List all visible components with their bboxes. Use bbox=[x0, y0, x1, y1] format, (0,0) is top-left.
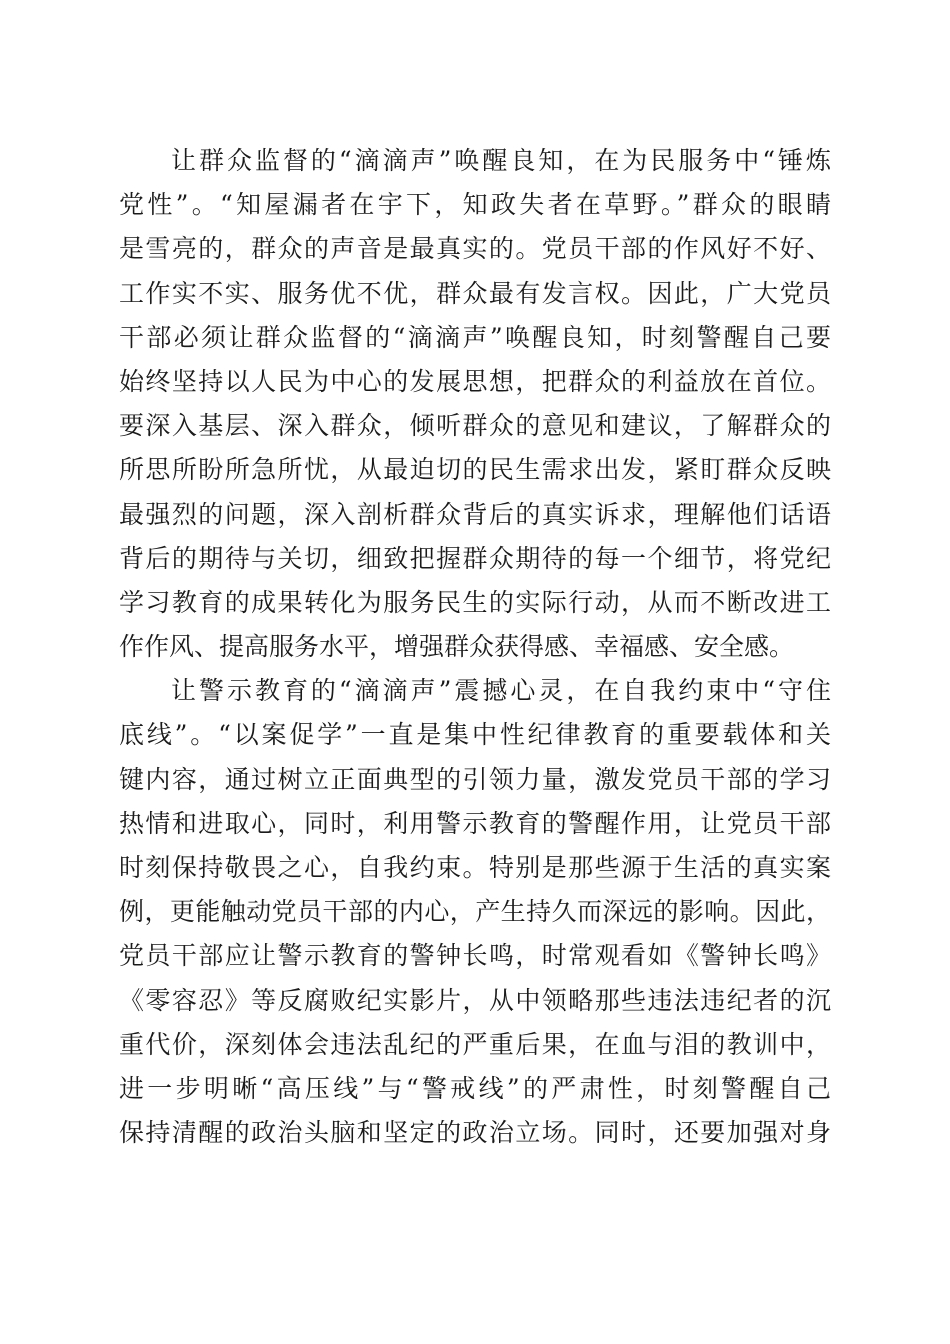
paragraph-1-line-2: 党性”。“知屋漏者在宇下，知政失者在草野。”群众的眼睛 bbox=[119, 190, 831, 220]
document-body bbox=[119, 139, 831, 1155]
paragraph-1-line-5: 干部必须让群众监督的“滴滴声”唤醒良知，时刻警醒自己要 bbox=[119, 322, 831, 352]
paragraph-1-line-12: 作作风、提高服务水平，增强群众获得感、幸福感、安全感。 bbox=[119, 632, 795, 662]
paragraph-1-line-4: 工作实不实、服务优不优，群众最有发言权。因此，广大党员 bbox=[119, 278, 831, 308]
paragraph-2-line-5: 时刻保持敬畏之心，自我约束。特别是那些源于生活的真实案 bbox=[119, 853, 831, 882]
paragraph-2-line-3: 键内容，通过树立正面典型的引领力量，激发党员干部的学习 bbox=[119, 764, 831, 794]
paragraph-2-line-9: 重代价，深刻体会违法乱纪的严重后果，在血与泪的教训中， bbox=[119, 1029, 831, 1059]
paragraph-2-line-2: 底线”。“以案促学”一直是集中性纪律教育的重要载体和关 bbox=[119, 720, 831, 750]
paragraph-1-line-3: 是雪亮的，群众的声音是最真实的。党员干部的作风好不好、 bbox=[119, 234, 831, 264]
paragraph-2-line-6: 例，更能触动党员干部的内心，产生持久而深远的影响。因此， bbox=[119, 897, 831, 927]
paragraph-1-line-9: 最强烈的问题，深入剖析群众背后的真实诉求，理解他们话语 bbox=[119, 499, 831, 529]
paragraph-1-line-10: 背后的期待与关切，细致把握群众期待的每一个细节，将党纪 bbox=[119, 543, 831, 573]
paragraph-2-line-7: 党员干部应让警示教育的警钟长鸣，时常观看如《警钟长鸣》 bbox=[119, 941, 831, 971]
paragraph-1-line-8: 所思所盼所急所忧，从最迫切的民生需求出发，紧盯群众反映 bbox=[119, 455, 831, 485]
paragraph-1-line-1: 让群众监督的“滴滴声”唤醒良知，在为民服务中“锤炼 bbox=[171, 146, 831, 175]
paragraph-1-line-7: 要深入基层、深入群众，倾听群众的意见和建议，了解群众的 bbox=[119, 411, 831, 441]
paragraph-2-line-10: 进一步明晰“高压线”与“警戒线”的严肃性，时刻警醒自己 bbox=[119, 1073, 831, 1103]
paragraph-2-line-4: 热情和进取心，同时，利用警示教育的警醒作用，让党员干部 bbox=[119, 808, 831, 838]
paragraph-2-line-1: 让警示教育的“滴滴声”震撼心灵，在自我约束中“守住 bbox=[171, 676, 831, 706]
paragraph-2-line-11: 保持清醒的政治头脑和坚定的政治立场。同时，还要加强对身 bbox=[119, 1118, 831, 1148]
paragraph-1-line-11: 学习教育的成果转化为服务民生的实际行动，从而不断改进工 bbox=[119, 587, 831, 617]
paragraph-1-line-6: 始终坚持以人民为中心的发展思想，把群众的利益放在首位。 bbox=[119, 366, 831, 396]
paragraph-2-line-8: 《零容忍》等反腐败纪实影片，从中领略那些违法违纪者的沉 bbox=[119, 985, 831, 1015]
